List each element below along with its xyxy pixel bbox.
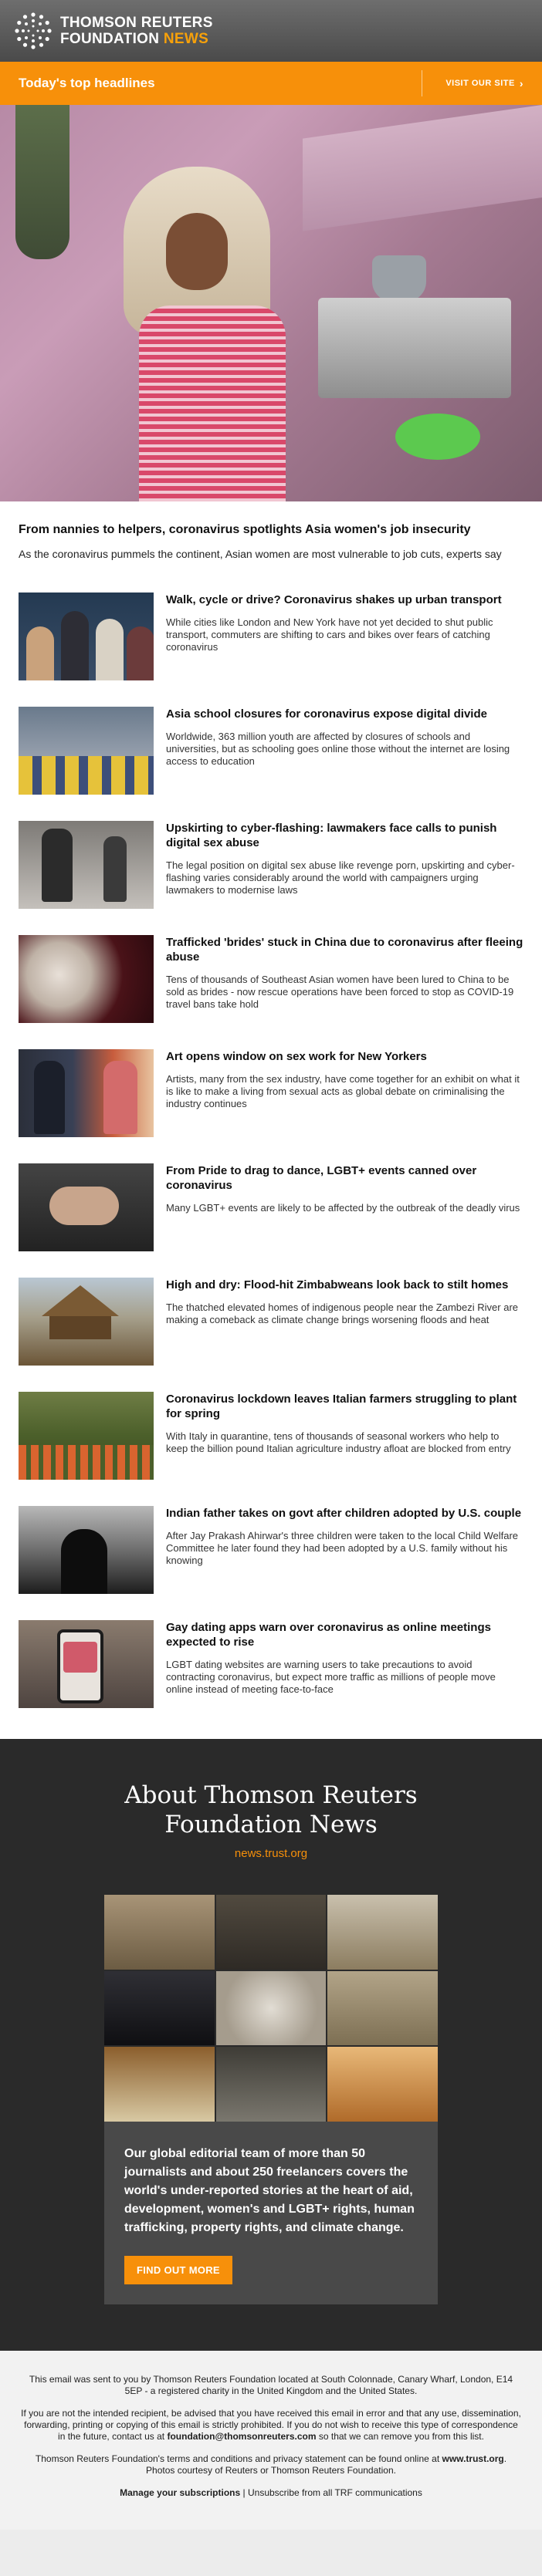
commuter-shape xyxy=(96,619,124,680)
story-thumbnail-silhouette[interactable] xyxy=(19,1506,154,1594)
brand-news: NEWS xyxy=(163,31,209,47)
mosaic-photo xyxy=(216,2047,327,2122)
story-thumbnail-phone-app[interactable] xyxy=(19,1620,154,1708)
story-title-link[interactable]: Art opens window on sex work for New Yorkers xyxy=(166,1050,427,1063)
brand-line-2 xyxy=(60,31,213,47)
story-thumbnail-hands[interactable] xyxy=(19,1163,154,1251)
story-title-link[interactable]: Walk, cycle or drive? Coronavirus shakes up urban transport xyxy=(166,593,502,606)
story-summary: Many LGBT+ events are likely to be affected by the outbreak of the deadly virus xyxy=(166,1202,520,1214)
story-title-link[interactable]: High and dry: Flood-hit Zimbabweans look back to stilt homes xyxy=(166,1278,509,1291)
news-trust-org-link[interactable]: news.trust.org xyxy=(234,1847,308,1860)
story-thumbnail-classroom[interactable] xyxy=(19,707,154,795)
shelf-shape xyxy=(303,105,542,231)
dress-shape xyxy=(139,306,286,501)
about-title xyxy=(0,1781,542,1839)
brand-header xyxy=(0,0,542,62)
footer-terms xyxy=(20,2453,522,2476)
story-summary: The legal position on digital sex abuse like revenge porn, upskirting and cyber-flashing varies considerably around the world with campaigners urging lawmakers to modernise laws xyxy=(166,859,515,896)
story-summary: LGBT dating websites are warning users to take precautions to avoid contracting coronavirus, but expect more traffic as millions of people move online instead of meeting face-to-face xyxy=(166,1659,496,1695)
story-item xyxy=(19,1049,523,1146)
story-summary: With Italy in quarantine, tens of thousands of seasonal workers who help to keep the billion pound Italian agriculture industry afloat are blocked from entry xyxy=(166,1430,511,1454)
footer-separator: | xyxy=(242,2487,246,2498)
brand-line-1: THOMSON REUTERS xyxy=(60,15,213,31)
cooking-pot-shape xyxy=(372,255,426,302)
footer-terms-text: Thomson Reuters Foundation's terms and conditions and privacy statement can be found online at xyxy=(35,2453,440,2464)
lead-story-title-link[interactable]: From nannies to helpers, coronavirus spotlights Asia women's job insecurity xyxy=(19,523,471,536)
story-title-link[interactable]: Indian father takes on govt after children adopted by U.S. couple xyxy=(166,1507,522,1520)
story-text xyxy=(166,707,523,804)
about-section xyxy=(0,1739,542,2351)
story-item xyxy=(19,1506,523,1603)
about-panel xyxy=(104,2122,438,2304)
woman-figure xyxy=(124,167,301,501)
brand-wordmark xyxy=(60,15,213,47)
pedestrian-shape xyxy=(42,829,73,902)
story-summary: While cities like London and New York have not yet decided to shut public transport, commuters are shifting to cars and bikes over fears of catching coronavirus xyxy=(166,616,493,653)
find-out-more-button[interactable]: FIND OUT MORE xyxy=(124,2256,232,2284)
story-title-link[interactable]: Upskirting to cyber-flashing: lawmakers face calls to punish digital sex abuse xyxy=(166,822,497,849)
story-text xyxy=(166,935,523,1032)
story-thumbnail-commuters[interactable] xyxy=(19,593,154,680)
story-item xyxy=(19,593,523,690)
story-thumbnail-farm[interactable] xyxy=(19,1392,154,1480)
lead-story-hero-image[interactable] xyxy=(0,105,542,501)
story-item xyxy=(19,935,523,1032)
story-item xyxy=(19,821,523,918)
story-text xyxy=(166,821,523,918)
unsubscribe-link[interactable]: Unsubscribe from all TRF communications xyxy=(247,2487,422,2498)
story-item xyxy=(19,1392,523,1489)
story-item xyxy=(19,1278,523,1375)
about-body: Our global editorial team of more than 50 journalists and about 250 freelancers covers the world's under-reported stories at the heart of aid, development, women's and LGBT+ rights, human trafficking, property rights, and climate change. xyxy=(124,2147,415,2234)
mosaic-photo xyxy=(104,1971,215,2046)
visit-our-site-label: VISIT OUR SITE xyxy=(445,79,515,88)
trust-org-link[interactable]: www.trust.org xyxy=(442,2453,504,2464)
officer-shape xyxy=(34,1061,65,1134)
story-text xyxy=(166,1506,523,1603)
mosaic-photo xyxy=(327,1971,438,2046)
gas-stove-shape xyxy=(318,298,511,398)
story-item xyxy=(19,707,523,804)
lead-story-summary: As the coronavirus pummels the continent, Asian women are most vulnerable to job cuts, experts say xyxy=(19,548,502,560)
hut-shape xyxy=(49,1316,111,1339)
photo-mosaic xyxy=(104,1895,438,2122)
story-title-link[interactable]: Trafficked 'brides' stuck in China due to coronavirus after fleeing abuse xyxy=(166,936,523,964)
story-text xyxy=(166,1049,523,1146)
commuter-shape xyxy=(127,626,154,680)
headlines-bar xyxy=(0,62,542,105)
performer-shape xyxy=(103,1061,137,1134)
hands-shape xyxy=(49,1187,119,1225)
story-summary: The thatched elevated homes of indigenous people near the Zambezi River are making a comeback as climate change brings worsening floods and heat xyxy=(166,1302,519,1325)
footer-disclaimer-text-end: so that we can remove you from this list. xyxy=(318,2431,484,2442)
story-summary: After Jay Prakash Ahirwar's three children were taken to the local Child Welfare Committee he later found they had been adopted by a U.S. family without his knowing xyxy=(166,1530,519,1566)
story-thumbnail-veil[interactable] xyxy=(19,935,154,1023)
story-summary: Artists, many from the sex industry, have come together for an exhibit on what it is like to make a living from sexual acts as global debate on criminalising the industry continues xyxy=(166,1073,520,1109)
story-title-link[interactable]: From Pride to drag to dance, LGBT+ events canned over coronavirus xyxy=(166,1164,477,1192)
brand-foundation: FOUNDATION xyxy=(60,31,160,47)
commuter-shape xyxy=(61,611,89,680)
story-text xyxy=(166,593,523,690)
face-shape xyxy=(166,213,228,290)
pedestrian-shape xyxy=(103,836,127,902)
lead-story xyxy=(0,501,542,576)
story-text xyxy=(166,1163,523,1261)
footer xyxy=(0,2351,542,2530)
story-text xyxy=(166,1392,523,1489)
thatch-roof-shape xyxy=(42,1285,119,1316)
mosaic-photo xyxy=(216,1895,327,1970)
story-item xyxy=(19,1620,523,1717)
footer-disclaimer xyxy=(20,2408,522,2443)
story-item xyxy=(19,1163,523,1261)
mosaic-photo xyxy=(327,1895,438,1970)
footer-subscription-links xyxy=(20,2487,522,2499)
students-shape xyxy=(19,756,154,795)
mosaic-photo xyxy=(327,2047,438,2122)
contact-email-link[interactable]: foundation@thomsonreuters.com xyxy=(167,2431,317,2442)
story-list xyxy=(0,593,542,1733)
about-title-line-2: Foundation News xyxy=(164,1811,378,1838)
footer-terms-text-end: . Photos courtesy of Reuters or Thomson Reuters Foundation. xyxy=(146,2453,507,2476)
manage-subscriptions-link[interactable]: Manage your subscriptions xyxy=(120,2487,241,2498)
story-summary: Worldwide, 363 million youth are affected by closures of schools and universities, but as schooling goes online those without the internet are losing access to education xyxy=(166,731,510,767)
visit-our-site-link[interactable] xyxy=(422,70,523,96)
thomson-reuters-dots-logo-icon xyxy=(14,12,53,50)
commuter-shape xyxy=(26,626,54,680)
crates-shape xyxy=(19,1445,154,1480)
story-title-link[interactable]: Asia school closures for coronavirus expose digital divide xyxy=(166,707,487,721)
about-title-line-1: About Thomson Reuters xyxy=(124,1781,418,1809)
chevron-right-icon: › xyxy=(519,77,523,89)
app-screen-shape xyxy=(63,1642,97,1673)
story-thumbnail-exhibit[interactable] xyxy=(19,1049,154,1137)
mosaic-photo xyxy=(216,1971,327,2046)
footer-disclaimer-text: If you are not the intended recipient, be advised that you have received this email in error and that any use, dissemination, forwarding, printing or copying of this email is strictly prohibited. If you do not wish to receive this type of correspondence in the future, contact us at xyxy=(21,2408,521,2442)
todays-headlines-label: Today's top headlines xyxy=(19,76,155,90)
mosaic-photo xyxy=(104,2047,215,2122)
story-thumbnail-street[interactable] xyxy=(19,821,154,909)
green-strainer-shape xyxy=(395,414,480,460)
silhouette-shape xyxy=(61,1529,107,1594)
story-summary: Tens of thousands of Southeast Asian women have been lured to China to be sold as brides - now rescue operations have been forced to stop as COVID-19 travel bans take hold xyxy=(166,974,514,1010)
story-thumbnail-stilt-home[interactable] xyxy=(19,1278,154,1366)
story-title-link[interactable]: Gay dating apps warn over coronavirus as online meetings expected to rise xyxy=(166,1621,491,1649)
mosaic-photo xyxy=(104,1895,215,1970)
story-text xyxy=(166,1278,523,1375)
hanging-bag-shape xyxy=(15,105,69,259)
story-title-link[interactable]: Coronavirus lockdown leaves Italian farmers struggling to plant for spring xyxy=(166,1393,517,1420)
footer-sent-notice: This email was sent to you by Thomson Reuters Foundation located at South Colonnade, Canary Wharf, London, E14 5EP - a registered charity in the United Kingdom and the United States. xyxy=(29,2374,513,2396)
story-text xyxy=(166,1620,523,1717)
